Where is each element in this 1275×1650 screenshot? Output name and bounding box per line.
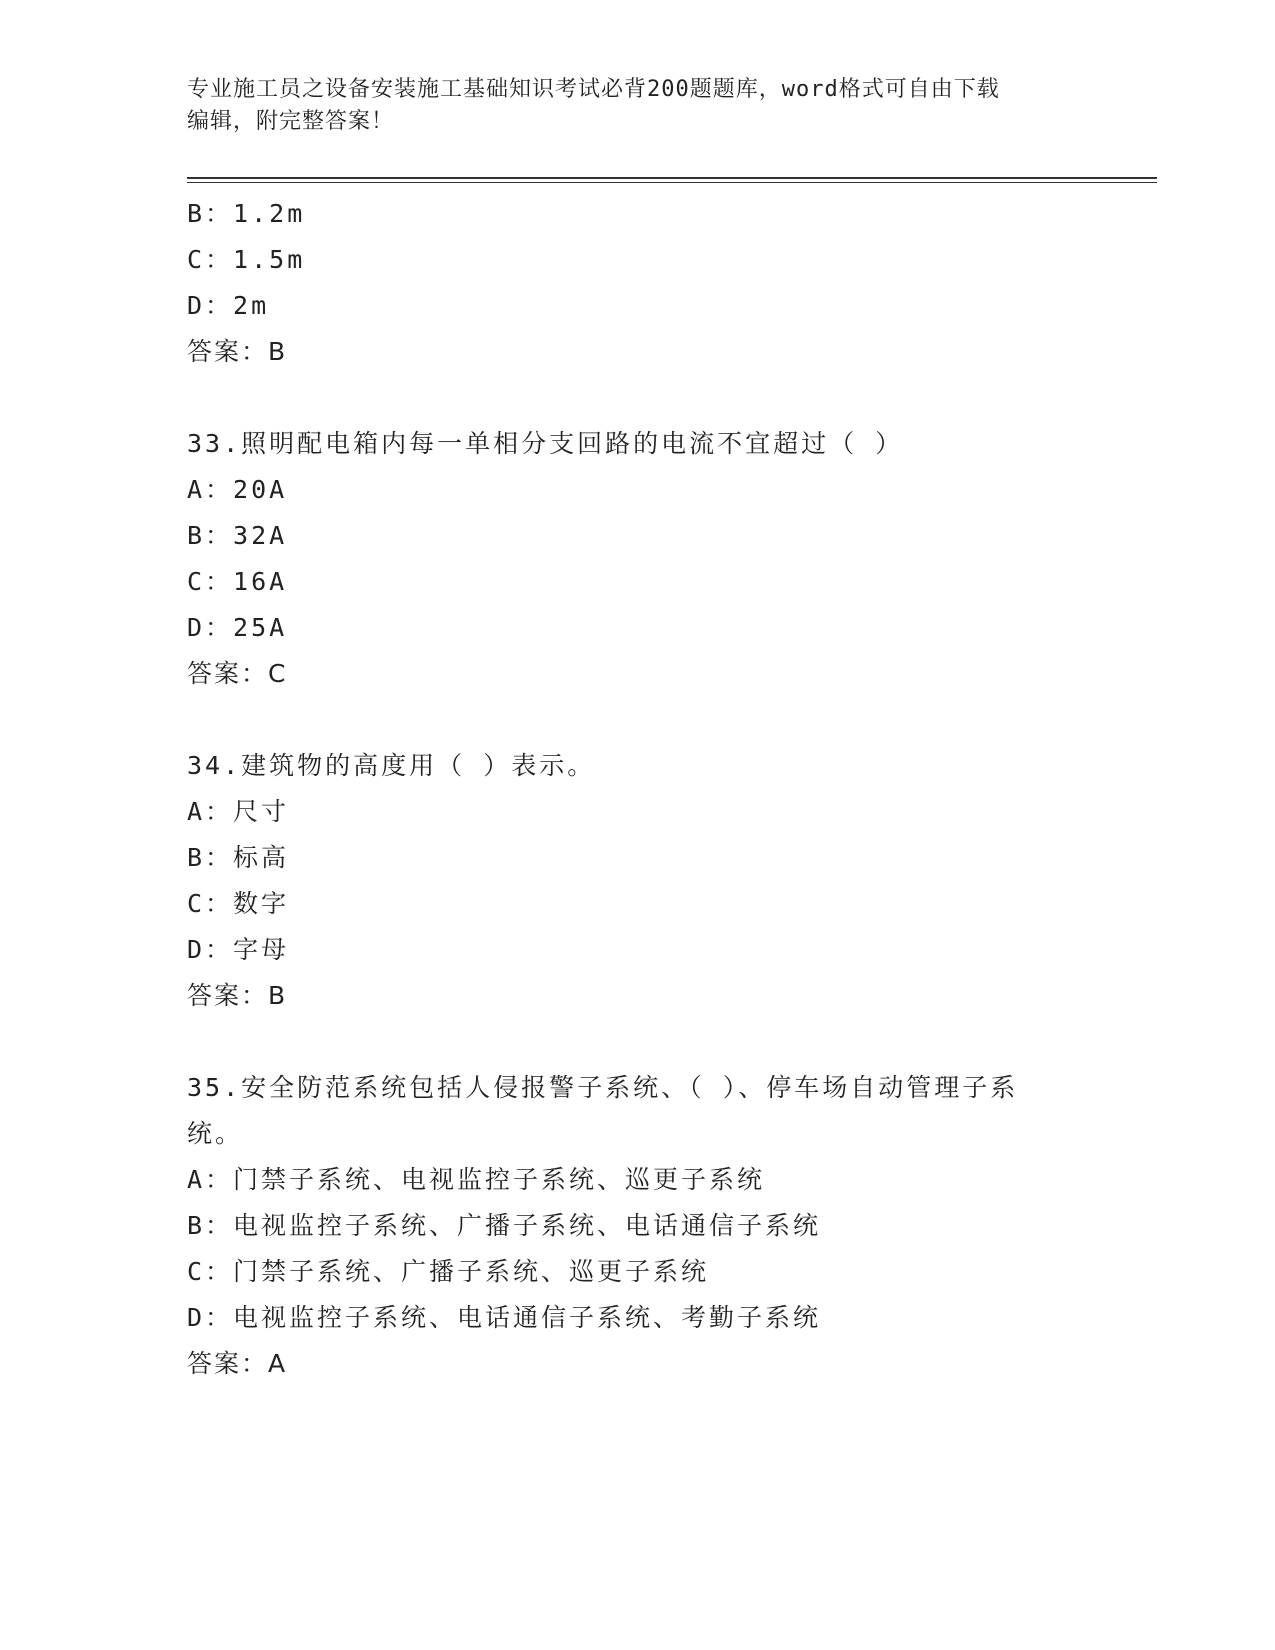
- option-a: A：尺寸: [187, 797, 290, 826]
- header-divider: [187, 177, 1157, 183]
- question-stem-line-2: 统。: [187, 1119, 244, 1148]
- question-35: [187, 1065, 1087, 1387]
- option-b: B：1.2m: [187, 199, 306, 228]
- question-34: [187, 743, 1087, 1019]
- option-c: C：16A: [187, 567, 288, 596]
- answer-line: 答案：A: [187, 1349, 288, 1378]
- option-b: B：电视监控子系统、广播子系统、电话通信子系统: [187, 1211, 822, 1240]
- document-header: [187, 74, 1087, 138]
- option-a: A：20A: [187, 475, 288, 504]
- option-d: D：电视监控子系统、电话通信子系统、考勤子系统: [187, 1303, 822, 1332]
- option-a: A：门禁子系统、电视监控子系统、巡更子系统: [187, 1165, 766, 1194]
- option-d: D：2m: [187, 291, 270, 320]
- question-32-continuation: [187, 191, 1087, 375]
- option-c: C：门禁子系统、广播子系统、巡更子系统: [187, 1257, 710, 1286]
- header-title-line-2: 编辑，附完整答案！: [187, 109, 395, 134]
- answer-line: 答案：B: [187, 981, 288, 1010]
- option-b: B：标高: [187, 843, 290, 872]
- answer-line: 答案：B: [187, 337, 288, 366]
- option-c: C：数字: [187, 889, 290, 918]
- question-stem: 33.照明配电箱内每一单相分支回路的电流不宜超过（ ）: [187, 429, 904, 458]
- option-b: B：32A: [187, 521, 288, 550]
- question-33: [187, 421, 1087, 697]
- spacer: [187, 1019, 1087, 1065]
- option-d: D：字母: [187, 935, 290, 964]
- question-list: [187, 191, 1087, 1387]
- spacer: [187, 375, 1087, 421]
- question-stem-line-1: 35.安全防范系统包括人侵报警子系统、（ ）、停车场自动管理子系: [187, 1073, 1019, 1102]
- spacer: [187, 697, 1087, 743]
- header-title-line-1: 专业施工员之设备安装施工基础知识考试必背200题题库，word格式可自由下载: [187, 77, 1000, 102]
- question-stem: 34.建筑物的高度用（ ）表示。: [187, 751, 596, 780]
- option-d: D：25A: [187, 613, 288, 642]
- option-c: C：1.5m: [187, 245, 306, 274]
- answer-line: 答案：C: [187, 659, 288, 688]
